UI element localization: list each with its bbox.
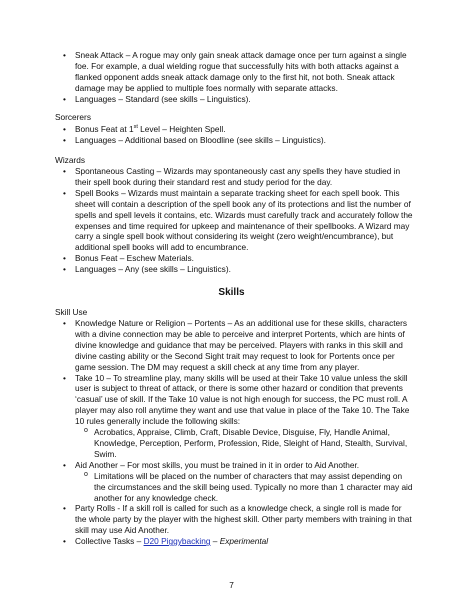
list-item: • Party Rolls - If a skill roll is called for such as a knowledge check, a single roll is made for the whole party by the player with the highest skill. Other party members with training in that skill may use Aid Another.	[55, 503, 415, 536]
list-item: • Sneak Attack – A rogue may only gain sneak attack damage once per turn against a single foe. For example, a dual wielding rogue that successfully hits with both attacks against a flanked opponent adds sneak attack damage only to the first hit, not both. Sneak attack damage may be applied to multiple foes normally with separate attacks.	[55, 50, 415, 94]
skill-use-list	[55, 318, 415, 547]
list-item: • Aid Another – For most skills, you must be trained in it in order to Aid Another. o Limitations will be placed on the number of characters that may assist depending on the circumstances and the skill being used. Typically no more than 1 character may aid another for any knowledge check.	[55, 460, 415, 504]
wizards-heading: Wizards	[55, 155, 85, 165]
list-item: • Languages – Standard (see skills – Linguistics).	[55, 94, 415, 105]
piggybacking-link[interactable]: D20 Piggybacking	[143, 536, 211, 547]
skills-title: Skills	[218, 287, 245, 298]
sorcerers-list	[55, 124, 415, 146]
sorcerers-heading: Sorcerers	[55, 112, 91, 122]
list-item: • Languages – Additional based on Bloodline (see skills – Linguistics).	[55, 135, 415, 146]
list-item: • Collective Tasks – D20 Piggybacking – Experimental	[55, 536, 415, 547]
list-item: • Spell Books – Wizards must maintain a separate tracking sheet for each spell book. This sheet will contain a description of the spell book any of its protections and list the number of spells and spell levels it contains, etc. Wizards must carefully track and accurately follow the expenses and time required for upkeep and maintenance of their spellbooks. A Wizard may carry a single spell book without considering its weight (zero weight/encumbrance), but additional spell books will add to encumbrance.	[55, 188, 415, 253]
list-item: • Languages – Any (see skills – Linguistics).	[55, 264, 415, 275]
list-item: • Spontaneous Casting – Wizards may spontaneously cast any spells they have studied in their spell book during their standard rest and study period for the day.	[55, 166, 415, 188]
list-item: • Bonus Feat at 1st Level – Heighten Spell.	[55, 124, 415, 135]
wizards-list	[55, 166, 415, 275]
list-item: • Bonus Feat – Eschew Materials.	[55, 253, 415, 264]
page-number: 7	[229, 580, 234, 590]
sub-list-item: o Limitations will be placed on the number of characters that may assist depending on the circumstances and the skill being used. Typically no more than 1 character may aid another for any knowledge check.	[75, 471, 415, 504]
rogue-list	[55, 50, 415, 105]
skill-use-heading: Skill Use	[55, 307, 88, 317]
list-item: • Knowledge Nature or Religion – Portents – As an additional use for these skills, characters with a divine connection may be able to perceive and interpret Portents, which are hints of divine knowledge and guidance that may be perceived. Players with ranks in this skill and divine casting ability or the Second Sight trait may request to look for Portents once per game session. The DM may request a skill check at any time from any player.	[55, 318, 415, 373]
list-item: • Take 10 – To streamline play, many skills will be used at their Take 10 value unless the skill user is subject to threat of attack, or there is some other hazard or condition that prevents ‘casual’ use of skill. If the Take 10 value is not high enough for success, the PC must roll. A player may also roll anytime they want and use that value in place of the Take 10. The Take 10 rules generally include the following skills: o Acrobatics, Appraise, Climb, Craft, Disable Device, Disguise, Fly, Handle Animal, Knowledge, Perception, Perform, Profession, Ride, Sleight of Hand, Stealth, Survival, Swim.	[55, 373, 415, 460]
sub-list-item: o Acrobatics, Appraise, Climb, Craft, Disable Device, Disguise, Fly, Handle Animal, Knowledge, Perception, Perform, Profession, Ride, Sleight of Hand, Stealth, Survival, Swim.	[75, 427, 415, 460]
